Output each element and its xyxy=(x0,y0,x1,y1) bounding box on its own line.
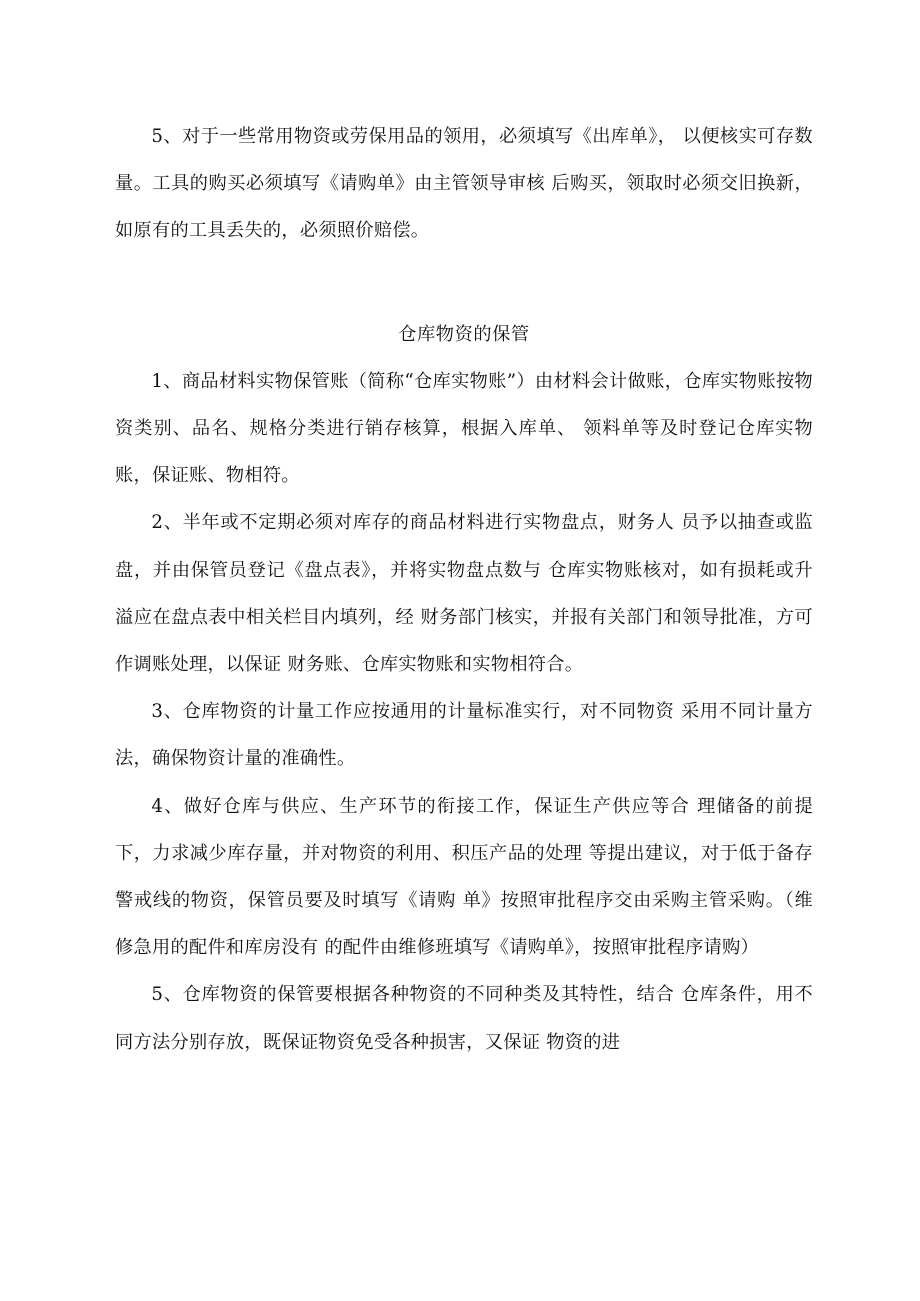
paragraph-5: 5、仓库物资的保管要根据各种物资的不同种类及其特性，结合 仓库条件，用不同方法分别存放，既保证物资免受各种损害，又保证 物资的进 xyxy=(115,984,813,1053)
intro-paragraph: 5、对于一些常用物资或劳保用品的领用，必须填写《出库单》， 以便核实可存数量。工具的购买必须填写《请购单》由主管领导审核 后购买，领取时必须交旧换新，如原有的工具丢失的，必须照价赔偿。 xyxy=(115,126,813,242)
section-title: 仓库物资的保管 xyxy=(398,323,530,345)
paragraph-1: 1、商品材料实物保管账（简称“仓库实物账”）由材料会计做账，仓库实物账按物资类别、品名、规格分类进行销存核算，根据入库单、 领料单等及时登记仓库实物账，保证账、物相符。 xyxy=(115,370,813,487)
paragraph-4: 4、做好仓库与供应、生产环节的衔接工作，保证生产供应等合 理储备的前提下，力求减少库存量，并对物资的利用、积压产品的处理 等提出建议，对于低于备存警戒线的物资，保管员要及时填写《请购 单》按照审批程序交由采购主管采购。（维修急用的配件和库房没有 的配件由维修班填写《请购单》，按照审批程序请购） xyxy=(115,795,813,959)
paragraph-2: 2、半年或不定期必须对库存的商品材料进行实物盘点，财务人 员予以抽查或监盘，并由保管员登记《盘点表》，并将实物盘点数与 仓库实物账核对，如有损耗或升溢应在盘点表中相关栏目内填列，经 财务部门核实，并报有关部门和领导批准，方可作调账处理，以保证 财务账、仓库实物账和实物相符合。 xyxy=(115,512,813,676)
paragraph-3: 3、仓库物资的计量工作应按通用的计量标准实行，对不同物资 采用不同计量方法，确保物资计量的准确性。 xyxy=(115,701,813,770)
document-body xyxy=(115,113,813,1066)
